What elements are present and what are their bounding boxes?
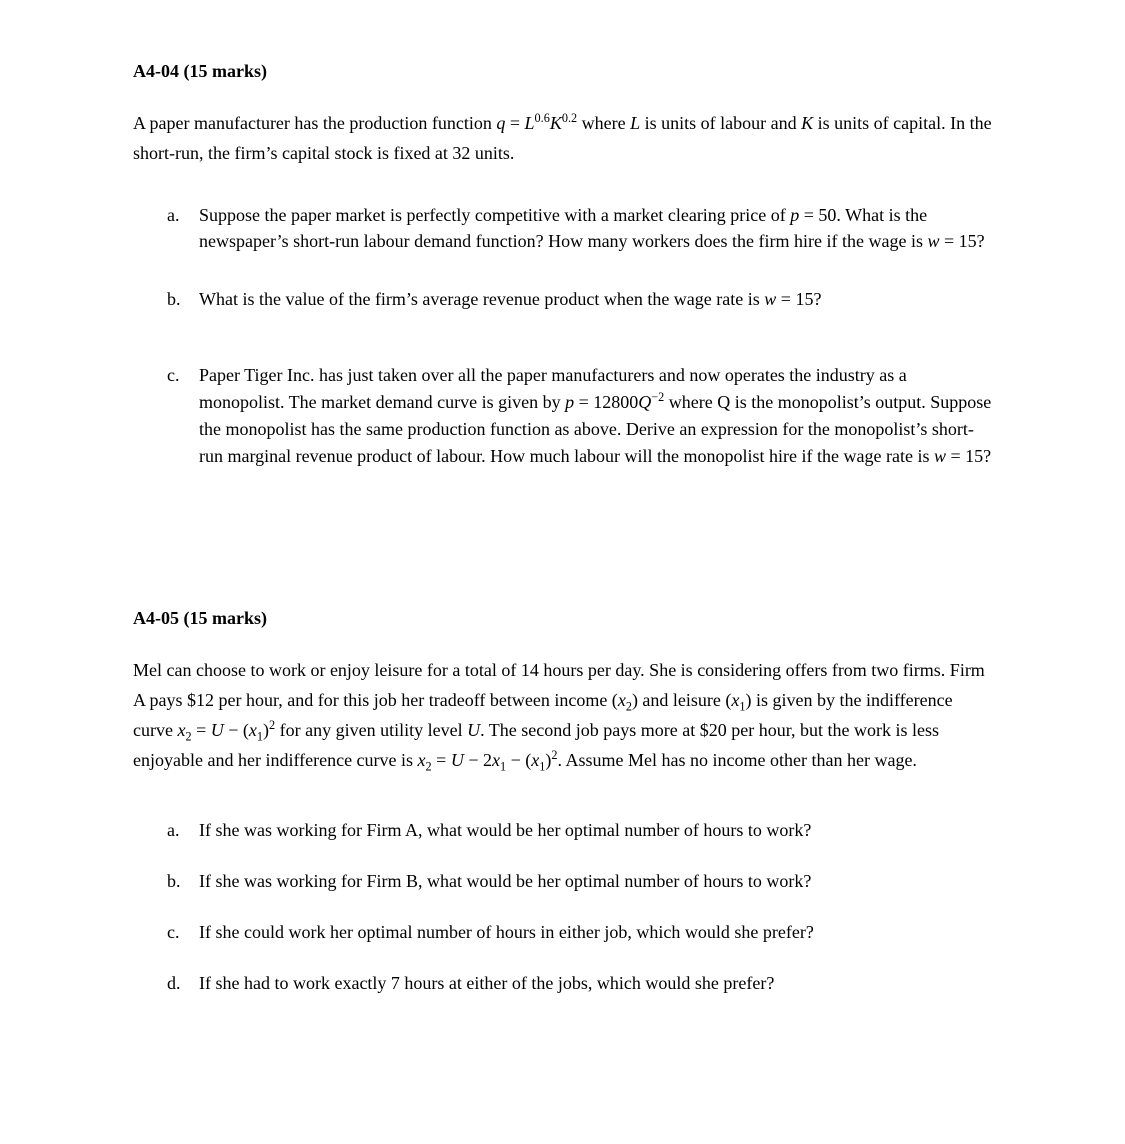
section-heading: A4-04 (15 marks) <box>133 61 267 81</box>
list-item-label: a. <box>167 205 180 225</box>
section-a4-05 <box>133 605 995 996</box>
list-item <box>133 817 995 843</box>
list-item <box>133 919 995 945</box>
list-item-label: b. <box>167 871 181 891</box>
section-heading: A4-05 (15 marks) <box>133 608 267 628</box>
list-item-text: Suppose the paper market is perfectly competitive with a market clearing price of p = 50. What is the newspaper’s short-run labour demand function? How many workers does the firm hire if the wage is w = 15? <box>199 205 985 251</box>
list-item-label: a. <box>167 820 180 840</box>
list-item-text: If she was working for Firm A, what would be her optimal number of hours to work? <box>199 820 812 840</box>
list-item <box>133 286 995 312</box>
list-item-text: Paper Tiger Inc. has just taken over all the paper manufacturers and now operates the industry as a monopolist. The market demand curve is given by $p = 12800Q^{-2}$ where Q is the monopolist’s output. Suppose the monopolist has the same production function as above. Derive an expression for the monopolist’s short-run marginal revenue product of labour. How much labour will the monopolist hire if the wage rate is w = 15? <box>199 365 992 466</box>
list-item-text: What is the value of the firm’s average revenue product when the wage rate is w = 15? <box>199 289 822 309</box>
section-a4-04 <box>133 58 995 470</box>
list-item-label: b. <box>167 289 181 309</box>
list-item <box>133 202 995 254</box>
paragraph: Mel can choose to work or enjoy leisure for a total of 14 hours per day. She is considering offers from two firms. Firm A pays $12 per hour, and for this job her tradeoff between income $(x_2)$ and leisure $(x_1)$ is given by the indifference curve $x_2 = U - (x_1)^2$ for any given utility level U. The second job pays more at $20 per hour, but the work is less enjoyable and her indifference curve is $x_2 = U - 2x_1 - (x_1)^2$. Assume Mel has no income other than her wage. <box>133 660 985 774</box>
list-item-label: c. <box>167 365 180 385</box>
list-item <box>133 362 995 470</box>
list-item-text: If she had to work exactly 7 hours at either of the jobs, which would she prefer? <box>199 973 775 993</box>
list-item <box>133 970 995 996</box>
list-item-text: If she could work her optimal number of hours in either job, which would she prefer? <box>199 922 814 942</box>
list-item-text: If she was working for Firm B, what would be her optimal number of hours to work? <box>199 871 812 891</box>
list-item <box>133 868 995 894</box>
paragraph: A paper manufacturer has the production function $q = L^{0.6}K^{0.2}$ where L is units of labour and K is units of capital. In the short-run, the firm’s capital stock is fixed at 32 units. <box>133 111 992 163</box>
list-item-label: d. <box>167 973 181 993</box>
list-item-label: c. <box>167 922 180 942</box>
